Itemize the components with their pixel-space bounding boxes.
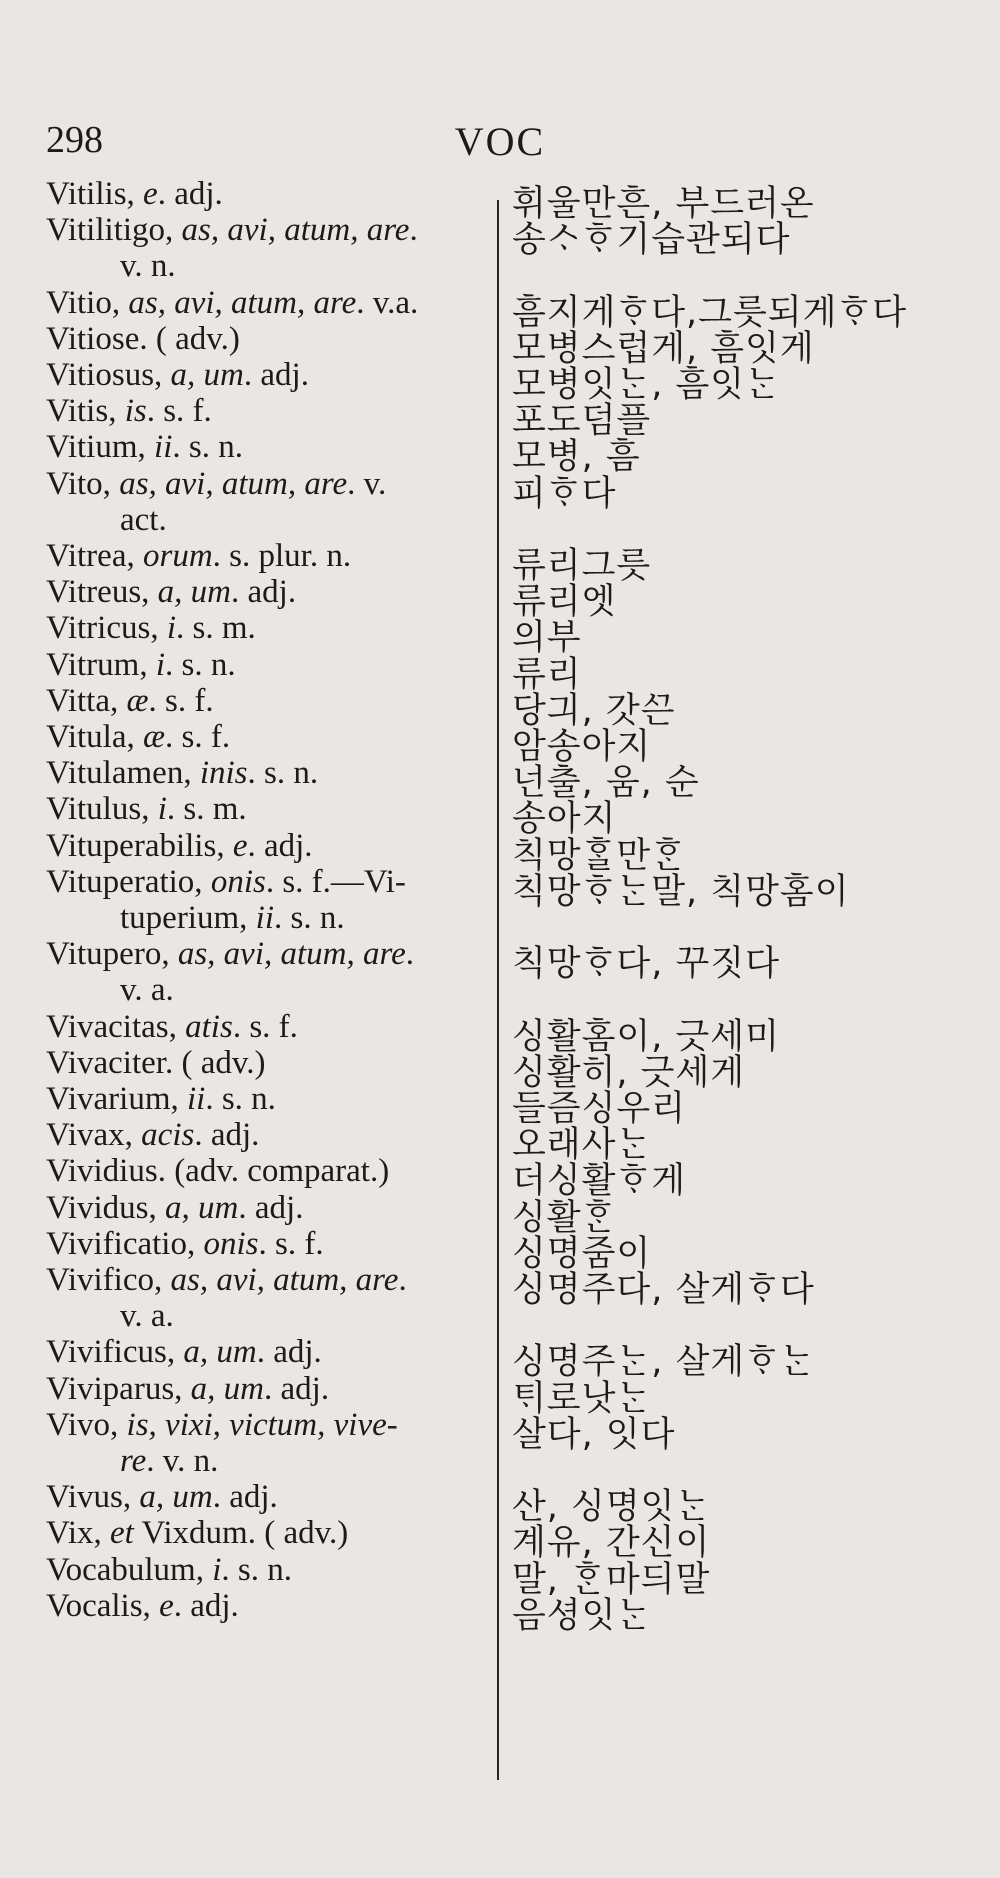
- latin-headword: Vitiose. ( adv.): [46, 320, 240, 357]
- latin-headword: Vitio, as, avi, atum, are. v.a.: [46, 284, 419, 321]
- korean-gloss: 모병잇ᄂᆞᆫ, 흠잇ᄂᆞᆫ: [512, 365, 780, 405]
- korean-gloss: 싱활히, 긋세게: [512, 1052, 746, 1093]
- latin-headword: Vituperabilis, e. adj.: [46, 827, 313, 864]
- latin-headword: Vitrea, orum. s. plur. n.: [46, 538, 352, 574]
- korean-gloss: 모병스럽게, 흠잇게: [512, 328, 815, 369]
- korean-gloss: 암송아지: [512, 727, 652, 767]
- latin-headword: Vitiosus, a, um. adj.: [46, 357, 309, 393]
- latin-headword: Vitreus, a, um. adj.: [46, 574, 297, 611]
- latin-headword: Vivus, a, um. adj.: [46, 1479, 278, 1516]
- korean-gloss: 류리: [512, 654, 582, 695]
- latin-headword: Vitrum, i. s. n.: [46, 646, 236, 683]
- latin-headword: Vitilis, e. adj.: [46, 176, 223, 212]
- korean-gloss: 싱명줌이: [512, 1233, 652, 1274]
- korean-gloss: 싱명주다, 살게ᄒᆞ다: [512, 1270, 815, 1310]
- running-head: VOC: [454, 119, 546, 164]
- latin-headword: Vitricus, i. s. m.: [46, 610, 256, 647]
- latin-headword: Vivo, is, vixi, victum, vive-: [46, 1406, 398, 1443]
- latin-headword: Vitta, æ. s. f.: [46, 682, 214, 719]
- korean-gloss: 당긔, 갓ᄭᅳᆫ: [512, 690, 676, 731]
- korean-gloss: 송아지: [512, 799, 617, 840]
- korean-gloss: 모병, 흠: [512, 437, 641, 478]
- korean-gloss: 음셩잇ᄂᆞᆫ: [512, 1595, 652, 1636]
- latin-headword: Vitilitigo, as, avi, atum, are.: [46, 212, 418, 249]
- korean-gloss: 싱활ᄒᆞᆫ: [512, 1197, 617, 1238]
- page-number: 298: [46, 119, 103, 161]
- korean-gloss: 송ᄉᆞᄒᆞ기습관되다: [512, 220, 791, 261]
- latin-headword: v. n.: [120, 248, 176, 285]
- korean-gloss: 류리엣: [512, 582, 617, 623]
- latin-headword: Vix, et Vixdum. ( adv.): [46, 1515, 349, 1552]
- latin-headword: Vitula, æ. s. f.: [46, 719, 231, 755]
- latin-headword: tuperium, ii. s. n.: [120, 900, 345, 936]
- korean-gloss: 들즘싱우리: [512, 1089, 687, 1129]
- latin-headword: Vivarium, ii. s. n.: [46, 1081, 276, 1117]
- latin-headword: v. a.: [120, 1298, 174, 1335]
- latin-headword: Vocalis, e. adj.: [46, 1587, 239, 1624]
- korean-gloss: 포도덤플: [512, 401, 652, 442]
- latin-headword: Vituperatio, onis. s. f.—Vi-: [46, 863, 406, 900]
- korean-gloss: 피ᄒᆞ다: [512, 473, 617, 514]
- latin-headword: Vividus, a, um. adj.: [46, 1189, 304, 1226]
- korean-gloss: 산, 싱명잇ᄂᆞᆫ: [512, 1487, 711, 1528]
- korean-gloss: 싱명주ᄂᆞᆫ, 살게ᄒᆞᄂᆞᆫ: [512, 1342, 815, 1383]
- korean-gloss: 휘울만흔, 부드러온: [512, 184, 815, 224]
- korean-gloss: 의부: [512, 618, 582, 659]
- korean-gloss: 칙망ᄒᆞᆯ만ᄒᆞᆫ: [512, 835, 687, 876]
- latin-headword: Vitium, ii. s. n.: [46, 429, 243, 466]
- korean-gloss: 더싱활ᄒᆞ게: [512, 1161, 687, 1202]
- latin-headword: Vivificus, a, um. adj.: [46, 1334, 322, 1371]
- korean-gloss: ᄐᆡ로낫ᄂᆞᆫ: [512, 1378, 652, 1419]
- korean-gloss: 살다, 잇다: [512, 1414, 676, 1455]
- latin-headword: Vito, as, avi, atum, are. v.: [46, 465, 387, 502]
- entry-row: [0, 1588, 1000, 1636]
- latin-headword: Viviparus, a, um. adj.: [46, 1370, 330, 1407]
- korean-gloss: 말, ᄒᆞᆫ마듸말: [512, 1559, 711, 1600]
- latin-headword: Vivax, acis. adj.: [46, 1117, 260, 1154]
- latin-headword: Vivificatio, onis. s. f.: [46, 1225, 324, 1262]
- korean-gloss: 류리그릇: [512, 546, 652, 586]
- latin-headword: Vitulus, i. s. m.: [46, 791, 247, 828]
- latin-headword: Vitupero, as, avi, atum, are.: [46, 936, 415, 973]
- latin-headword: Vivacitas, atis. s. f.: [46, 1008, 298, 1045]
- latin-headword: Vitulamen, inis. s. n.: [46, 755, 319, 792]
- korean-gloss: 싱활홈이, 긋세미: [512, 1016, 780, 1057]
- latin-headword: Vocabulum, i. s. n.: [46, 1551, 292, 1588]
- korean-gloss: 오래사ᄂᆞᆫ: [512, 1125, 652, 1166]
- latin-headword: Vitis, is. s. f.: [46, 393, 212, 430]
- latin-headword: Vivifico, as, avi, atum, are.: [46, 1262, 407, 1298]
- korean-gloss: 계유, 간신이: [512, 1523, 711, 1564]
- korean-gloss: 칙망ᄒᆞᄂᆞᆫ말, 칙망홈이: [512, 871, 850, 912]
- korean-gloss: 넌출, 움, 순: [512, 763, 700, 804]
- latin-headword: Vividius. (adv. comparat.): [46, 1153, 390, 1190]
- latin-headword: v. a.: [120, 972, 174, 1009]
- latin-headword: re. v. n.: [120, 1443, 219, 1479]
- latin-headword: Vivaciter. ( adv.): [46, 1044, 266, 1081]
- latin-headword: act.: [120, 501, 167, 538]
- korean-gloss: 흠지게ᄒᆞ다,그릇되게ᄒᆞ다: [512, 292, 908, 333]
- korean-gloss: 칙망ᄒᆞ다, 꾸짓다: [512, 944, 780, 985]
